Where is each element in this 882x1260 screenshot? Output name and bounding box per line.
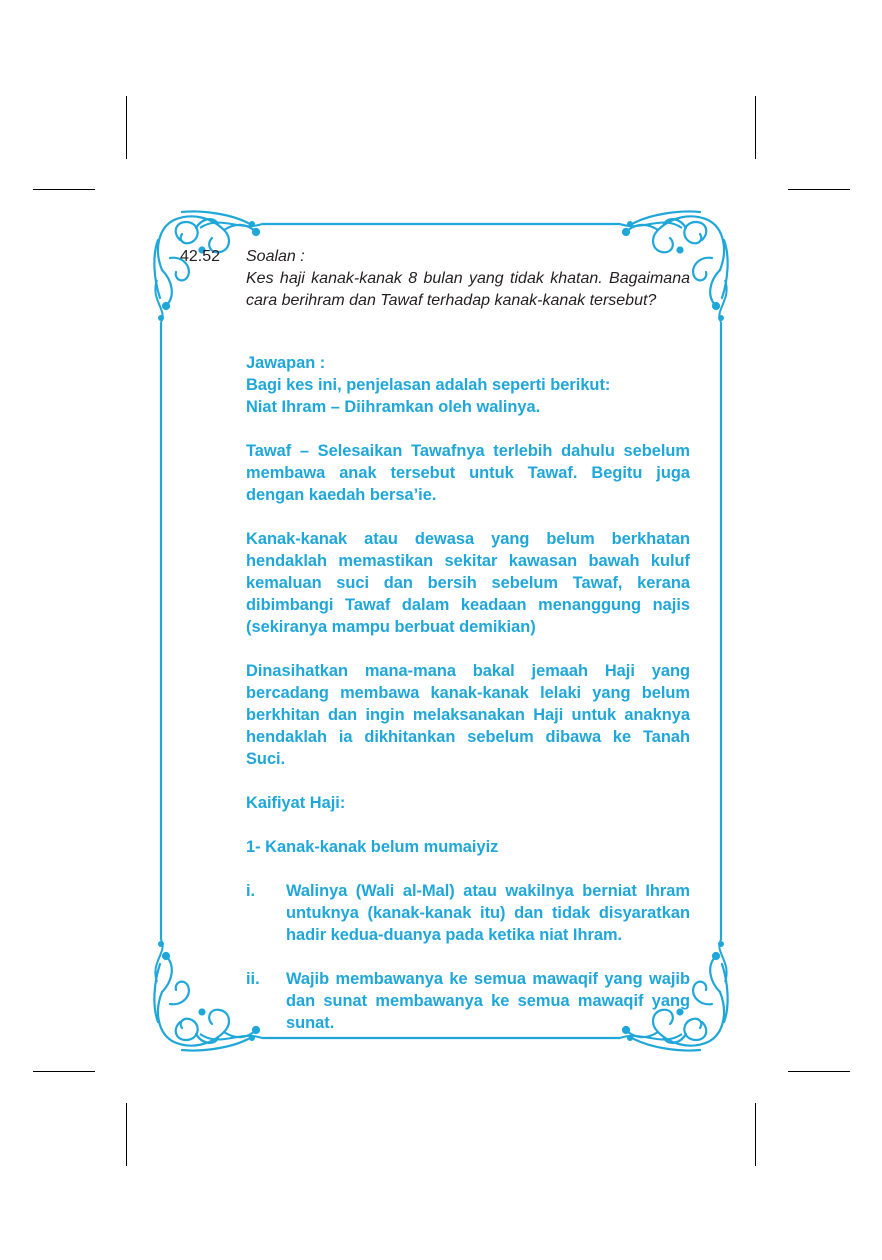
answer-paragraph: Kanak-kanak atau dewasa yang belum berkhatan hendaklah memastikan sekitar kawasan bawah kuluf kemaluan suci dan bersih sebelum Tawaf, kerana dibimbangi Tawaf dalam keadaan menanggung najis (sekiranya mampu berbuat demikian)	[246, 530, 690, 636]
list-marker: ii.	[246, 970, 260, 988]
list-item	[246, 968, 690, 1034]
answer-niat: Niat Ihram – Diihramkan oleh walinya.	[246, 398, 541, 416]
kaifiyat-heading: Kaifiyat Haji:	[246, 794, 346, 812]
sub-heading: 1- Kanak-kanak belum mumaiyiz	[246, 838, 499, 856]
answer-block	[246, 352, 690, 1034]
corner-ornament-icon	[154, 953, 259, 1051]
question-number: 42.52	[180, 248, 221, 265]
answer-paragraph: Dinasihatkan mana-mana bakal jemaah Haji yang bercadang membawa kanak-kanak lelaki yang belum berkhitan dan ingin melaksanakan Haji untuk anaknya hendaklah ia dikhitankan sebelum dibawa ke Tanah Suci.	[246, 662, 690, 768]
question-text: Kes haji kanak-kanak 8 bulan yang tidak khatan. Bagaimana cara berihram dan Tawaf terhadap kanak-kanak tersebut?	[246, 270, 690, 309]
list-item-text: Wajib membawanya ke semua mawaqif yang wajib dan sunat membawanya ke semua mawaqif yang sunat.	[286, 970, 690, 1032]
list-item	[246, 880, 690, 946]
list-item-text: Walinya (Wali al-Mal) atau wakilnya berniat Ihram untuknya (kanak-kanak itu) dan tidak disyaratkan hadir kedua-duanya pada ketika niat Ihram.	[286, 882, 690, 944]
question-label: Soalan :	[246, 248, 305, 265]
answer-label: Jawapan :	[246, 354, 326, 372]
question-block	[246, 246, 690, 312]
answer-paragraph: Tawaf – Selesaikan Tawafnya terlebih dahulu sebelum membawa anak tersebut untuk Tawaf. Begitu juga dengan kaedah bersa’ie.	[246, 442, 690, 504]
list-marker: i.	[246, 882, 256, 900]
answer-intro: Bagi kes ini, penjelasan adalah seperti berikut:	[246, 376, 611, 394]
